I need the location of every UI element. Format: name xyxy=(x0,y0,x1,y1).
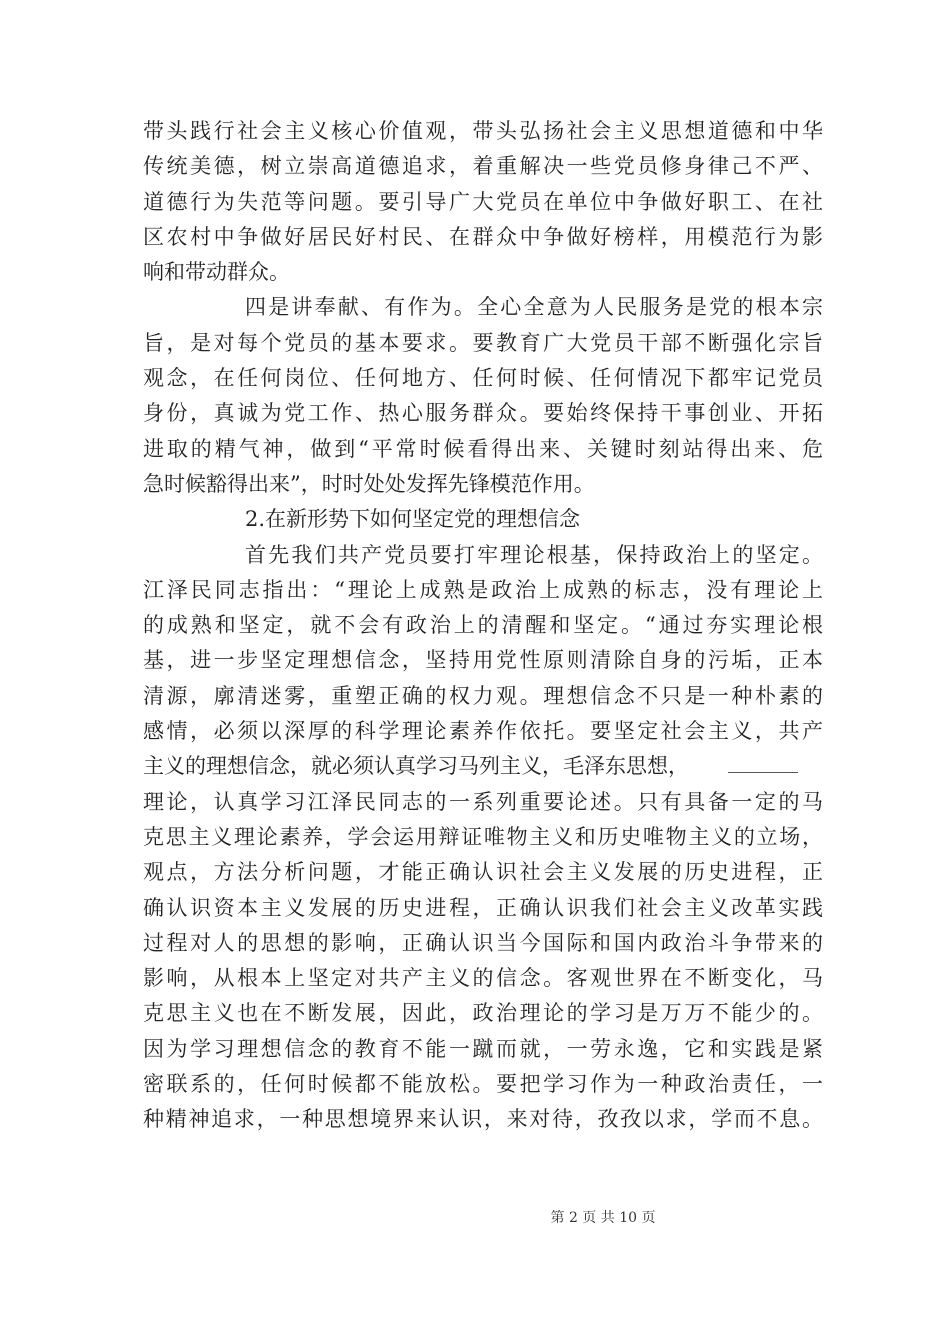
text-segment: 主义的理想信念，就必须认真学习马列主义，毛泽东思想， xyxy=(143,754,689,779)
document-body xyxy=(143,114,823,1138)
blank-underline xyxy=(728,752,798,773)
paragraph-start-line: 四是讲奉献、有作为。全心全意为人民服务是党的根本宗 xyxy=(245,295,823,320)
text-line: 因为学习理想信念的教育不能一蹴而就，一劳永逸，它和实践是紧 xyxy=(143,1036,823,1061)
paragraph-start-line: 首先我们共产党员要打牢理论根基，保持政治上的坚定。 xyxy=(245,542,823,567)
text-line: 观点，方法分析问题，才能正确认识社会主义发展的历史进程，正 xyxy=(143,860,823,885)
text-line: 过程对人的思想的影响，正确认识当今国际和国内政治斗争带来的 xyxy=(143,930,823,955)
text-line: 的成熟和坚定，就不会有政治上的清醒和坚定。“通过夯实理论根 xyxy=(143,613,823,638)
page-number-footer: 第 2 页 共 10 页 xyxy=(550,1210,656,1226)
text-line: 克思主义理论素养，学会运用辩证唯物主义和历史唯物主义的立场， xyxy=(143,824,823,849)
text-line: 急时候豁得出来”，时时处处发挥先锋模范作用。 xyxy=(143,471,595,496)
text-line: 江泽民同志指出：“理论上成熟是政治上成熟的标志，没有理论上 xyxy=(143,577,823,602)
text-line: 密联系的，任何时候都不能放松。要把学习作为一种政治责任，一 xyxy=(143,1072,823,1097)
text-line: 传统美德，树立崇高道德追求，着重解决一些党员修身律己不严、 xyxy=(143,154,823,179)
text-line: 克思主义也在不断发展，因此，政治理论的学习是万万不能少的。 xyxy=(143,1001,823,1026)
text-line: 身份，真诚为党工作、热心服务群众。要始终保持干事创业、开拓 xyxy=(143,401,823,426)
text-line: 旨，是对每个党员的基本要求。要教育广大党员干部不断强化宗旨 xyxy=(143,330,823,355)
text-line: 观念，在任何岗位、任何地方、任何时候、任何情况下都牢记党员 xyxy=(143,366,823,391)
text-line: 感情，必须以深厚的科学理论素养作依托。要坚定社会主义，共产 xyxy=(143,719,823,744)
text-line: 确认识资本主义发展的历史进程，正确认识我们社会主义改革实践 xyxy=(143,895,823,920)
text-line: 带头践行社会主义核心价值观，带头弘扬社会主义思想道德和中华 xyxy=(143,119,823,143)
text-line: 影响，从根本上坚定对共产主义的信念。客观世界在不断变化，马 xyxy=(143,966,823,991)
text-line: 进取的精气神，做到“平常时候看得出来、关键时刻站得出来、危 xyxy=(143,436,823,461)
section-heading: 2.在新形势下如何坚定党的理想信念 xyxy=(245,507,581,532)
text-line-with-blank xyxy=(143,749,823,784)
text-line: 区农村中争做好居民好村民、在群众中争做好榜样，用模范行为影 xyxy=(143,224,823,249)
text-line: 种精神追求，一种思想境界来认识，来对待，孜孜以求，学而不息。 xyxy=(143,1107,823,1132)
text-line: 清源，廓清迷雾，重塑正确的权力观。理想信念不只是一种朴素的 xyxy=(143,683,823,708)
text-line: 道德行为失范等问题。要引导广大党员在单位中争做好职工、在社 xyxy=(143,189,823,214)
text-line: 基，进一步坚定理想信念，坚持用党性原则清除自身的污垢，正本 xyxy=(143,648,823,673)
text-line: 响和带动群众。 xyxy=(143,260,290,285)
text-line: 理论，认真学习江泽民同志的一系列重要论述。只有具备一定的马 xyxy=(143,789,823,814)
